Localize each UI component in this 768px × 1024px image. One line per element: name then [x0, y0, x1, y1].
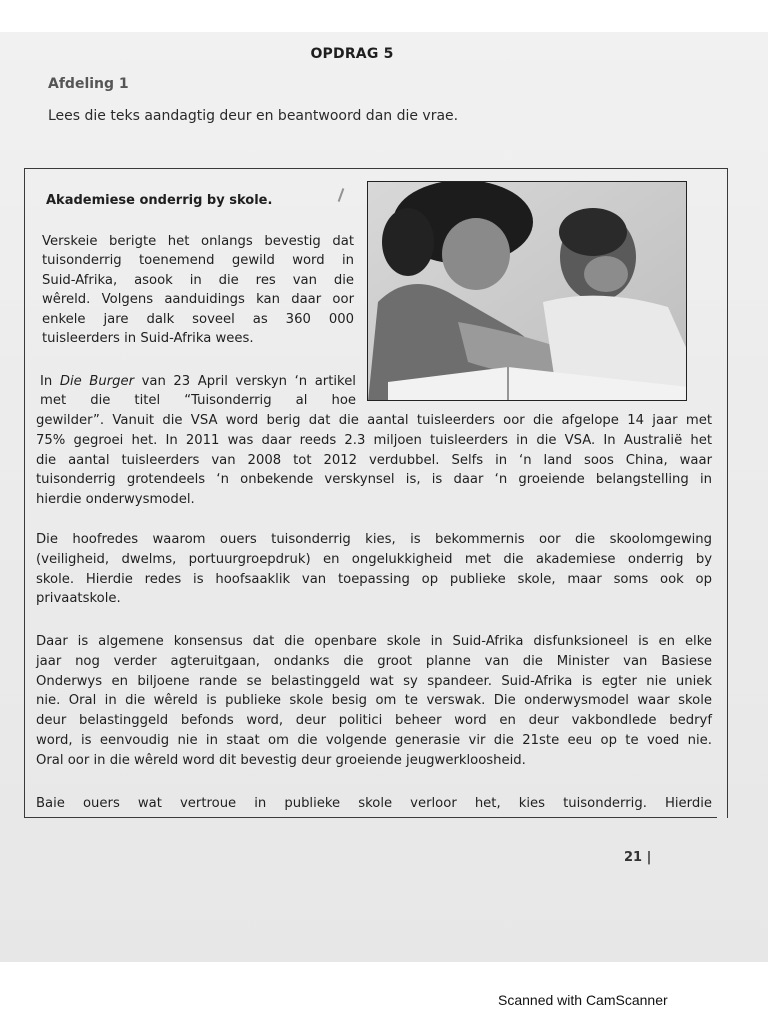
paragraph-3: [36, 530, 712, 609]
p4-line: Onderwys en biljoene rande se belastinggeld wat sy spandeer. Suid-Afrika is egter nie uniek: [36, 673, 712, 689]
p4-line: word, is eenvoudig nie in staat om die volgende generasie vir die 21ste eeu op te voed nie.: [36, 732, 712, 748]
p2-line: die aantal tuisleerders van 2008 tot 2012 verdubbel. Selfs in ‘n land soos China, waar: [36, 452, 712, 468]
p3-line: Die hoofredes waarom ouers tuisonderrig kies, is bekommernis oor die skoolomgewing: [36, 532, 712, 547]
page-number: 21 |: [624, 850, 652, 865]
p4-line: nie. Oral in die wêreld is publieke skole besig om te verswak. Die onderwysmodel waar skole: [36, 693, 712, 709]
paragraph-2-continued: [36, 411, 712, 510]
newspaper-name: Die Burger: [59, 374, 135, 389]
article-photo: [367, 181, 687, 401]
assignment-title: OPDRAG 5: [310, 46, 394, 62]
p4-line: deur belastinggeld befonds word, deur politici beheer word en deur vakbondlede bedryf: [36, 713, 712, 729]
p2-rest: van 23 April verskyn ‘n artikel: [134, 374, 356, 389]
p4-line: jaar nog verder agteruitgaan, ondanks die groot planne van die Minister van Basiese: [36, 653, 712, 669]
p2-line: tuisonderrig grotendeels ‘n onbekende verskynsel is, is daar ‘n groeiende belangstelling in: [36, 472, 712, 488]
photo-illustration: [368, 182, 687, 401]
paragraph-1: [42, 232, 354, 348]
p2-line: met die titel “Tuisonderrig al hoe: [40, 393, 356, 409]
p2-line: [40, 372, 356, 391]
p3-line: (veiligheid, dwelms, portuurgroepdruk) en ongelukkigheid met die akademiese onderrig by: [36, 551, 712, 567]
p1-line: Verskeie berigte het onlangs bevestig dat: [42, 234, 354, 249]
section-label: Afdeling 1: [48, 76, 129, 92]
p2-start: In: [40, 374, 60, 389]
p1-line: wêreld. Volgens aanduidings kan daar oor: [42, 292, 354, 308]
p1-line: tuisonderrig toenemend gewild word in: [42, 253, 354, 269]
article-title: Akademiese onderrig by skole.: [46, 193, 273, 208]
p3-line: privaatskole.: [36, 591, 121, 607]
p1-line: enkele jare dalk soveel as 360 000: [42, 311, 354, 327]
p2-line: gewilder”. Vanuit die VSA word berig dat die aantal tuisleerders oor die afgelope 14 jaar met: [36, 413, 712, 428]
p1-line: Suid-Afrika, asook in die res van die: [42, 272, 354, 288]
p2-line: hierdie onderwysmodel.: [36, 492, 195, 508]
paragraph-2-start: [40, 372, 356, 411]
paragraph-4: [36, 632, 712, 771]
paragraph-5: [36, 794, 712, 814]
p1-line: tuisleerders in Suid-Afrika wees.: [42, 331, 254, 347]
p4-line: Daar is algemene konsensus dat die openbare skole in Suid-Afrika disfunksioneel is en elke: [36, 634, 712, 649]
instruction-text: Lees die teks aandagtig deur en beantwoord dan die vrae.: [48, 108, 459, 124]
p2-line: 75% gegroei het. In 2011 was daar reeds 2.3 miljoen tuisleerders in die VSA. In Australië het: [36, 432, 712, 448]
p4-line: Oral oor in die wêreld word dit bevestig deur groeiende jeugwerkloosheid.: [36, 752, 526, 768]
scanner-watermark: Scanned with CamScanner: [498, 992, 668, 1008]
p5-line: Baie ouers wat vertroue in publieke skole verloor het, kies tuisonderrig. Hierdie: [36, 796, 712, 811]
p3-line: skole. Hierdie redes is hoofsaaklik van toepassing op publieke skole, maar soms ook op: [36, 571, 712, 587]
